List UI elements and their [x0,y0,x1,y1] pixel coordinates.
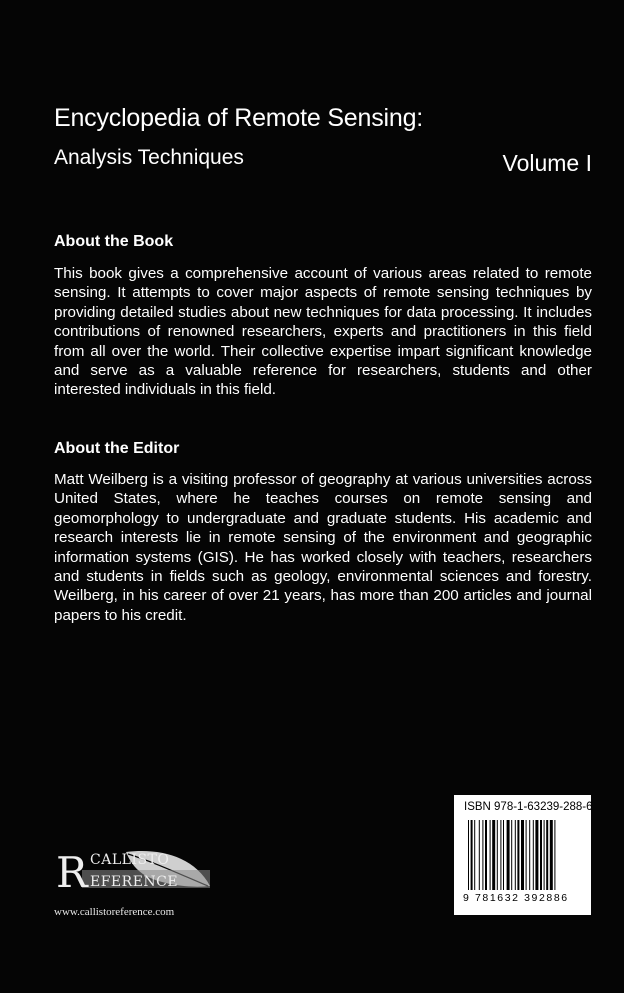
barcode-bar [468,820,469,890]
barcode-bar [471,820,473,890]
barcode-box [454,795,591,915]
barcode-bar [517,820,519,890]
barcode-bar [492,820,495,890]
about-book-text: This book gives a comprehensive account of various areas related to remote sensing. It attempts to cover major aspects of remote sensing techniques by providing detailed studies about new techniques for data processing. It includes contributions of renowned researchers, experts and practitioners in this field from all over the world. Their collective expertise impart significant knowledge and serve as a valuable reference for researchers, students and other interested individuals in this field. [54,265,592,399]
logo-word-callisto: CALLISTO [90,852,170,868]
barcode-bar [507,820,510,890]
publisher-website: www.callistoreference.com [54,906,175,918]
barcode-bar [550,820,553,890]
barcode-bar [490,820,491,890]
about-book-heading: About the Book [54,233,174,250]
book-subtitle: Analysis Techniques [54,146,244,169]
barcode-digits: 9 781632 392886 [463,892,569,904]
barcode-bar [533,820,534,890]
barcode-bar [482,820,483,890]
isbn-label: ISBN 978-1-63239-288-6 [464,801,593,813]
barcode-bar [497,820,498,890]
barcode-bar [474,820,475,890]
about-editor-text: Matt Weilberg is a visiting professor of geography at various universities across United States, where he teaches courses on remote sensing and geomorphology to undergraduate and graduate students. His academic and research interests lie in remote sensing of the environment and geographic information systems (GIS). He has worked closely with teachers, researchers and students in fields such as geology, environmental sciences and forestry. Weilberg, in his career of over 21 years, has more than 200 articles and journal papers to his credit. [54,471,592,624]
barcode-bar [529,820,530,890]
book-title: Encyclopedia of Remote Sensing: [54,104,424,132]
barcode-bar [515,820,516,890]
barcode-bar [526,820,527,890]
barcode-bar [546,820,548,890]
publisher-logo [54,846,214,904]
barcode-bar [503,820,504,890]
logo-word-reference: EFERENCE [90,874,179,890]
barcode-bar [500,820,501,890]
barcode-bar [535,820,538,890]
barcode-bar [544,820,545,890]
barcode-icon [468,820,578,892]
barcode-bar [540,820,542,890]
barcode-bar [511,820,512,890]
barcode-bar [554,820,555,890]
barcode-bar [479,820,480,890]
about-editor-heading: About the Editor [54,440,180,457]
barcode-bar [521,820,524,890]
volume-label: Volume I [502,150,592,176]
logo-letter: R [56,848,88,897]
barcode-bar [485,820,487,890]
